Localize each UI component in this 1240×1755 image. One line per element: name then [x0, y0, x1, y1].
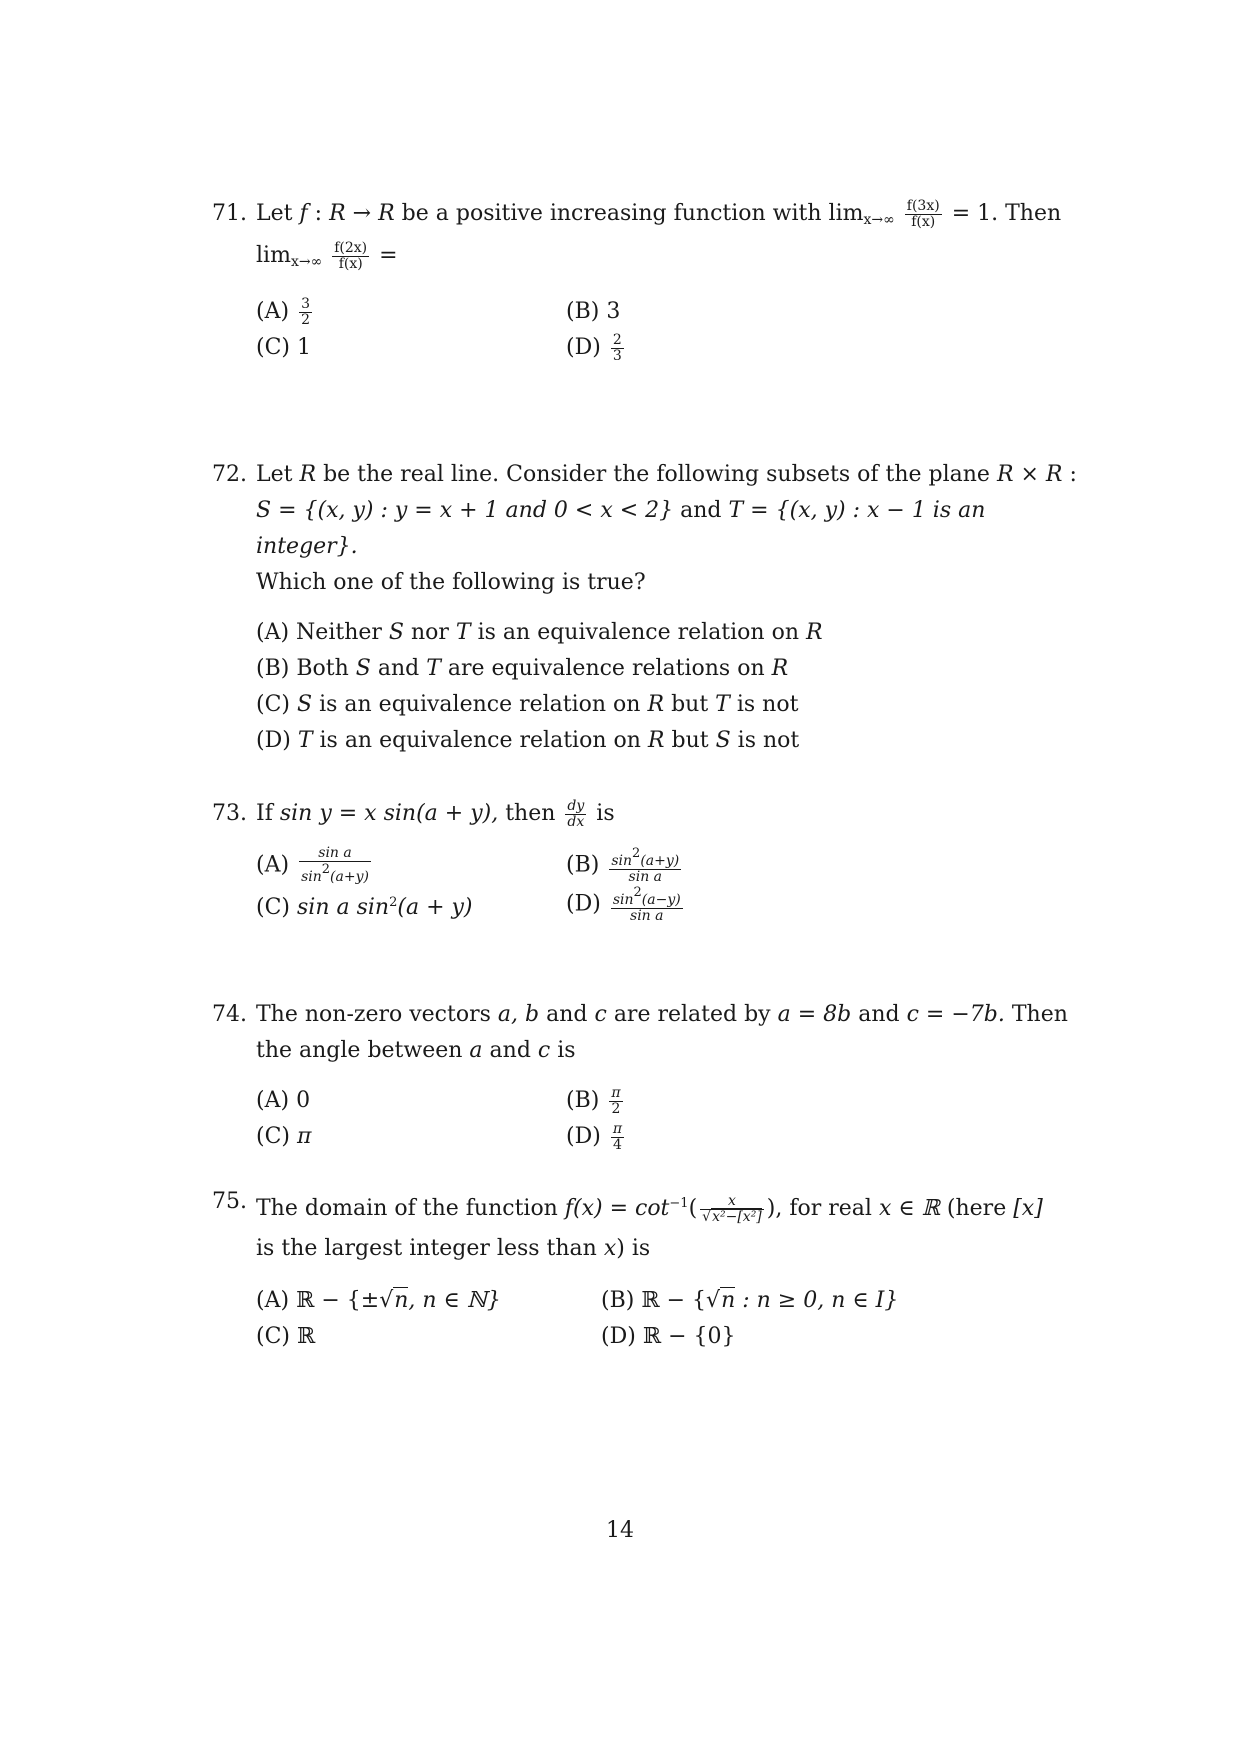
option-b[interactable]: (B) $\frac{\sin 2(a+y)}{\text{sin a}}$ [566, 846, 680, 885]
answer-options [256, 846, 1082, 926]
question-number: 74. [212, 1002, 247, 1027]
option-a[interactable]: (A) Neither S nor T is an equivalence relation on R [256, 620, 823, 645]
question-71 [212, 196, 1082, 366]
answer-options [256, 615, 1082, 759]
answer-options [256, 294, 1082, 366]
option-b[interactable]: (B) $\frac{\pi}{2}$ [566, 1084, 621, 1117]
question-number: 71. [212, 201, 247, 226]
option-c[interactable]: (C) sin a $\sin^2(a + y)$ [256, 895, 473, 920]
answer-options [256, 1083, 1082, 1155]
question-72 [212, 457, 1082, 759]
question-text: The non-zero vectors a, b and c are related by a = 8b and c = −7b. Then the angle between a and c is [256, 1002, 1068, 1063]
fraction: $\frac{f(3x)}{f(x)}$ [906, 197, 940, 230]
question-number: 72. [212, 462, 247, 487]
option-b[interactable]: (B) ℝ − {√n : n ≥ 0, n ∈ I} [601, 1288, 899, 1313]
option-a[interactable]: (A) ℝ − {±√n, n ∈ ℕ} [256, 1288, 501, 1313]
option-a[interactable]: (A) 0 [256, 1088, 311, 1113]
option-b[interactable]: (B) 3 [566, 299, 621, 324]
question-text: If sin y = x sin(a + y), then $\frac{dy}{dx}$ is [256, 797, 615, 830]
question-74 [212, 997, 1082, 1155]
page-number: 14 [606, 1518, 634, 1543]
option-c[interactable]: (C) 1 [256, 335, 311, 360]
option-c[interactable]: (C) ℝ [256, 1324, 316, 1349]
option-a[interactable]: (A) $\frac{3}{2}$ [256, 295, 310, 328]
option-c[interactable]: (C) S is an equivalence relation on R but T is not [256, 692, 799, 717]
option-d[interactable]: (D) $\frac{2}{3}$ [566, 331, 622, 364]
question-73 [212, 796, 1082, 926]
question-number: 73. [212, 801, 247, 826]
option-a[interactable]: (A) $\frac{\text{sin a}}{\sin 2(a+y)}$ [256, 845, 369, 885]
question-number: 75. [212, 1189, 247, 1214]
fraction: $\frac{f(2x)}{f(x)}$ [334, 239, 368, 272]
question-text: Let R be the real line. Consider the following subsets of the plane R × R : S = {(x, y) : y = x + 1 and 0 < x < 2} and T = {(x, y) : x − 1 is an integer}. Which one of the following is true? [256, 462, 1077, 595]
option-b[interactable]: (B) Both S and T are equivalence relations on R [256, 656, 789, 681]
option-d[interactable]: (D) T is an equivalence relation on R but S is not [256, 728, 800, 753]
option-d[interactable]: (D) $\frac{\sin 2(a-y)}{\text{sin a}}$ [566, 885, 681, 924]
answer-options [256, 1283, 1082, 1355]
option-d[interactable]: (D) $\frac{\pi}{4}$ [566, 1120, 623, 1153]
question-text: The domain of the function $f(x) = \cot^{-1}$( $\frac{x}{\text{√x²−[x²]}}$ ), for real x ∈ ℝ (here [x] is the largest integer less than x) is [256, 1192, 1043, 1261]
option-c[interactable]: (C) π [256, 1124, 312, 1149]
option-d[interactable]: (D) ℝ − {0} [601, 1324, 736, 1349]
question-text: Let f : R → R be a positive increasing function with $\lim_{x\to\infty}$ $\frac{f(3x)}{f(x)}$ = 1. Then $\lim_{x\to\infty}$ $\frac{f(2x)}{f(x)}$ = [256, 197, 1062, 272]
question-75 [212, 1184, 1082, 1355]
